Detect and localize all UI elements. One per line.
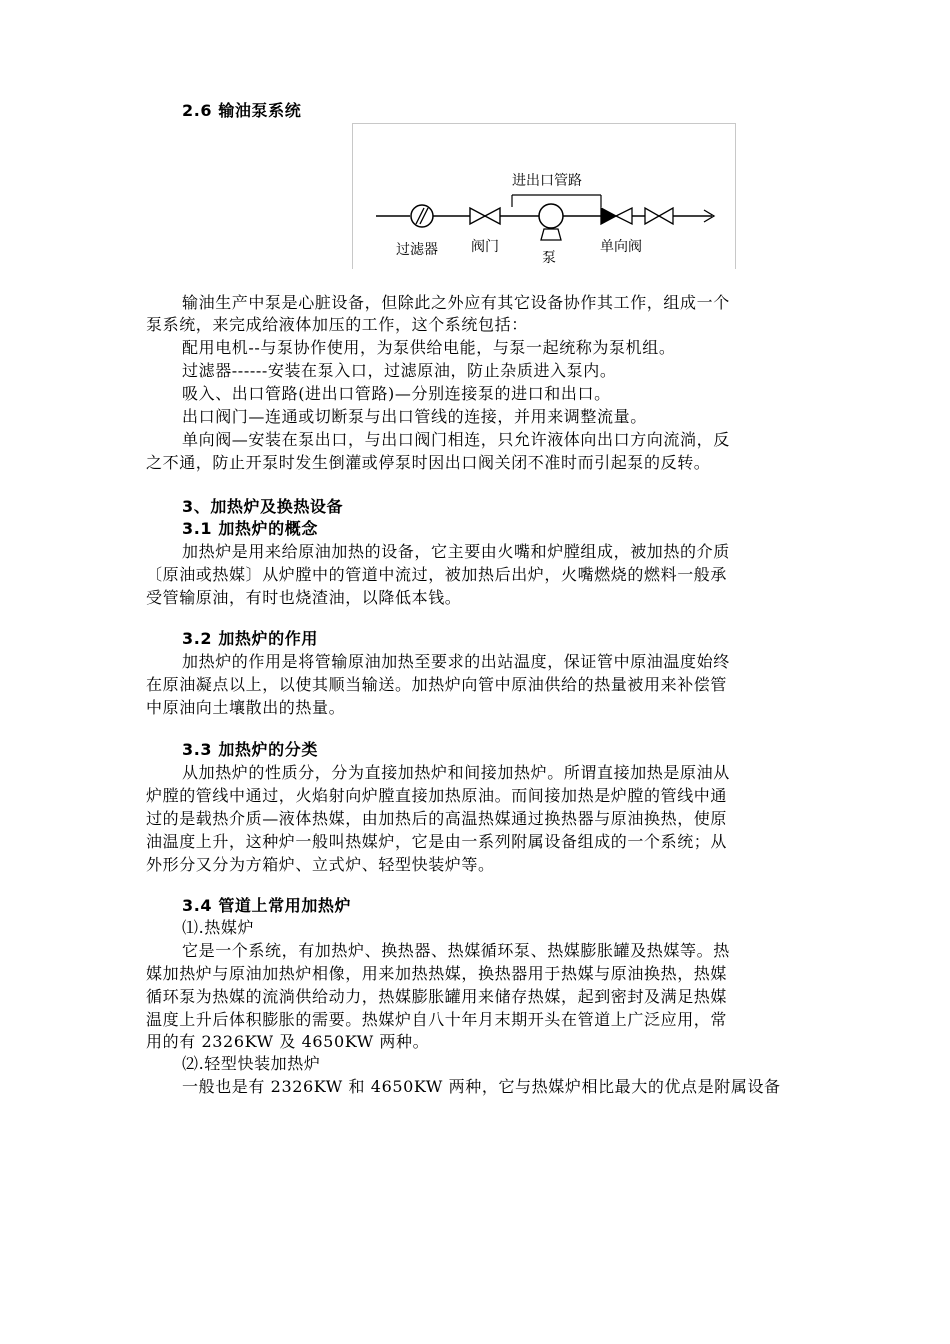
section-3-heading: 3、加热炉及换热设备 bbox=[182, 497, 344, 516]
paragraph-line: 过滤器------安装在泵入口，过滤原油，防止杂质进入泵内。 bbox=[182, 361, 617, 380]
section-3-1-heading: 3.1 加热炉的概念 bbox=[182, 519, 318, 538]
section-2-6-heading: 2.6 输油泵系统 bbox=[182, 101, 302, 120]
paragraph-line: 油温度上升，这种炉一般叫热媒炉，它是由一系列附属设备组成的一个系统；从 bbox=[146, 832, 728, 851]
paragraph-line: 配用电机--与泵协作使用，为泵供给电能，与泵一起统称为泵机组。 bbox=[182, 338, 676, 357]
item-title: ⑴.热媒炉 bbox=[182, 918, 255, 937]
paragraph-line: 吸入、出口管路(进出口管路)—分别连接泵的进口和出口。 bbox=[182, 384, 611, 403]
paragraph-line: 出口阀门—连通或切断泵与出口管线的连接，并用来调整流量。 bbox=[182, 407, 647, 426]
label-filter: 过滤器 bbox=[396, 242, 438, 258]
section-3-3-heading: 3.3 加热炉的分类 bbox=[182, 740, 318, 759]
label-pipeline: 进出口管路 bbox=[512, 173, 582, 189]
paragraph-line: 之不通，防止开泵时发生倒灌或停泵时因出口阀关闭不准时而引起泵的反转。 bbox=[146, 453, 711, 472]
paragraph-line: 媒加热炉与原油加热炉相像，用来加热热媒，换热器用于热媒与原油换热，热媒 bbox=[146, 964, 728, 983]
paragraph-line: 泵系统，来完成给液体加压的工作，这个系统包括： bbox=[146, 315, 528, 334]
filter-icon bbox=[411, 205, 433, 227]
paragraph-line: 炉膛的管线中通过，火焰射向炉膛直接加热原油。而间接加热是炉膛的管线中通 bbox=[146, 786, 728, 805]
diagram-drawing bbox=[352, 123, 736, 295]
paragraph-line: 温度上升后体积膨胀的需要。热媒炉自八十年月末期开头在管道上广泛应用，常 bbox=[146, 1010, 728, 1029]
pump-icon bbox=[539, 204, 563, 228]
label-valve: 阀门 bbox=[471, 239, 499, 255]
paragraph-line: 外形分又分为方箱炉、立式炉、轻型快装炉等。 bbox=[146, 855, 495, 874]
paragraph-line: 〔原油或热媒〕从炉膛中的管道中流过，被加热后出炉，火嘴燃烧的燃料一般承 bbox=[146, 565, 728, 584]
paragraph-line: 在原油凝点以上，以使其顺当输送。加热炉向管中原油供给的热量被用来补偿管 bbox=[146, 675, 728, 694]
label-check-valve: 单向阀 bbox=[600, 239, 642, 255]
section-3-4-heading: 3.4 管道上常用加热炉 bbox=[182, 896, 352, 915]
outlet-valve-icon bbox=[645, 208, 659, 224]
paragraph-line: 加热炉是用来给原油加热的设备，它主要由火嘴和炉膛组成，被加热的介质 bbox=[182, 542, 730, 561]
section-3-2-heading: 3.2 加热炉的作用 bbox=[182, 629, 318, 648]
valve-icon bbox=[470, 208, 485, 224]
paragraph-line: 过的是载热介质—液体热媒，由加热后的高温热媒通过换热器与原油换热，使原 bbox=[146, 809, 728, 828]
paragraph-line: 循环泵为热媒的流淌供给动力，热媒膨胀罐用来储存热媒，起到密封及满足热媒 bbox=[146, 987, 728, 1006]
paragraph-line: 加热炉的作用是将管输原油加热至要求的出站温度，保证管中原油温度始终 bbox=[182, 652, 730, 671]
paragraph-line: 一般也是有 2326KW 和 4650KW 两种，它与热媒炉相比最大的优点是附属设备 bbox=[182, 1077, 781, 1096]
label-pump: 泵 bbox=[542, 250, 556, 266]
paragraph-line: 从加热炉的性质分，分为直接加热炉和间接加热炉。所谓直接加热是原油从 bbox=[182, 763, 730, 782]
paragraph-line: 中原油向土壤散出的热量。 bbox=[146, 698, 346, 717]
paragraph-line: 受管输原油，有时也烧渣油，以降低本钱。 bbox=[146, 588, 462, 607]
paragraph-line: 单向阀—安装在泵出口，与出口阀门相连，只允许液体向出口方向流淌，反 bbox=[182, 430, 730, 449]
paragraph-line: 它是一个系统，有加热炉、换热器、热媒循环泵、热媒膨胀罐及热媒等。热 bbox=[182, 941, 730, 960]
check-valve-icon bbox=[601, 208, 616, 224]
pump-system-diagram bbox=[352, 123, 736, 295]
paragraph-line: 用的有 2326KW 及 4650KW 两种。 bbox=[146, 1032, 430, 1051]
item-title: ⑵.轻型快装加热炉 bbox=[182, 1054, 321, 1073]
paragraph-line: 输油生产中泵是心脏设备，但除此之外应有其它设备协作其工作，组成一个 bbox=[182, 293, 730, 312]
